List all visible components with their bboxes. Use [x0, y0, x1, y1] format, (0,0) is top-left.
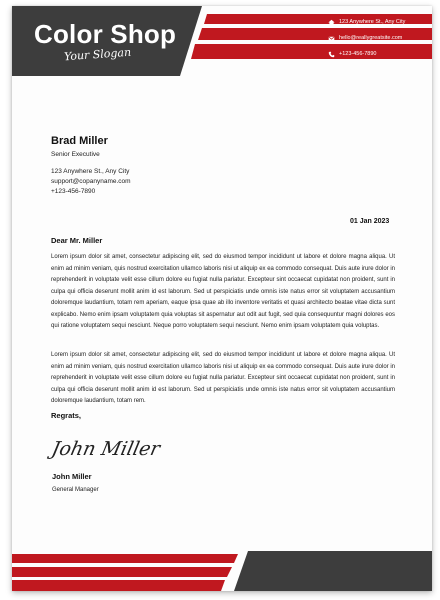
letterhead-page [12, 6, 432, 591]
letter-paragraph-2: Lorem ipsum dolor sit amet, consectetur adipiscing elit, sed do eiusmod tempor incididunt ut labore et dolore magna aliqua. Ut enim ad minim veniam, quis nostrud exercitation ullamco laboris nisi ut aliquip ex ea commodo consequat. Duis aute irure dolor in reprehenderit in voluptate velit esse cillum dolore eu fugiat nulla pariatur. Excepteur sint occaecat cupidatat non proident, sunt in culpa qui officia deserunt mollit anim id est laborum. Sed ut perspiciatis unde omnis iste natus error sit voluptatem accusantium doloremque laudantium, totam rem. [51, 352, 395, 404]
brand-slogan: Your Slogan [63, 45, 132, 64]
sender-phone: +123-456-7890 [51, 188, 96, 195]
sender-title: Senior Executive [51, 151, 100, 158]
letter-date: 01 Jan 2023 [350, 218, 390, 225]
home-icon [328, 19, 335, 26]
mail-icon [328, 35, 335, 42]
handwritten-signature: John Miller [49, 438, 162, 460]
header-address-row [328, 17, 405, 27]
footer-red-stripe-1 [12, 554, 238, 563]
footer-red-stripe-2 [12, 567, 232, 577]
signer-title: General Manager [52, 487, 99, 493]
letter-paragraph-1: Lorem ipsum dolor sit amet, consectetur adipiscing elit, sed do eiusmod tempor incididunt ut labore et dolore magna aliqua. Ut enim ad minim veniam, quis nostrud exercitation ullamco laboris nisi ut aliquip ex ea commodo consequat. Duis aute irure dolor in reprehenderit in voluptate velit esse cillum dolore eu fugiat nulla pariatur. Excepteur sint occaecat cupidatat non proident, sunt in culpa qui officia deserunt mollit anim id est laborum. Sed ut perspiciatis unde omnis iste natus error sit voluptatem accusantium doloremque laudantium, totam rem aperiam, eaque ipsa quae ab illo inventore veritatis et quasi architecto beatae vitae dicta sunt explicabo. Nemo enim ipsam voluptatem quia voluptas sit aspernatur aut odit aut fugit, sed quia consequuntur magni dolores eos qui ratione voluptatem sequi nesciunt. Neque porro voluptatem sequi nesciunt. Nemo enim ipsam voluptatem quia voluptas. [51, 254, 395, 329]
sender-email[interactable]: support@copanyname.com [51, 178, 131, 185]
footer-red-stripe-3 [12, 580, 225, 591]
header-email[interactable]: hello@reallygreatsite.com [339, 35, 403, 41]
sender-name: Brad Miller [51, 135, 108, 147]
header-phone: +123-456-7890 [339, 51, 377, 57]
header-red-stripe-3 [191, 44, 432, 59]
footer-dark-block [234, 551, 432, 591]
signer-name: John Miller [52, 472, 92, 481]
letter-greeting: Dear Mr. Miller [51, 236, 103, 245]
header-email-row [328, 33, 402, 43]
header-phone-row [328, 49, 376, 59]
header-address: 123 Anywhere St., Any City [339, 19, 406, 25]
sender-address: 123 Anywhere St., Any City [51, 168, 130, 175]
brand-name: Color Shop [34, 19, 177, 49]
phone-icon [328, 51, 335, 58]
letter-closing: Regrats, [51, 411, 82, 420]
